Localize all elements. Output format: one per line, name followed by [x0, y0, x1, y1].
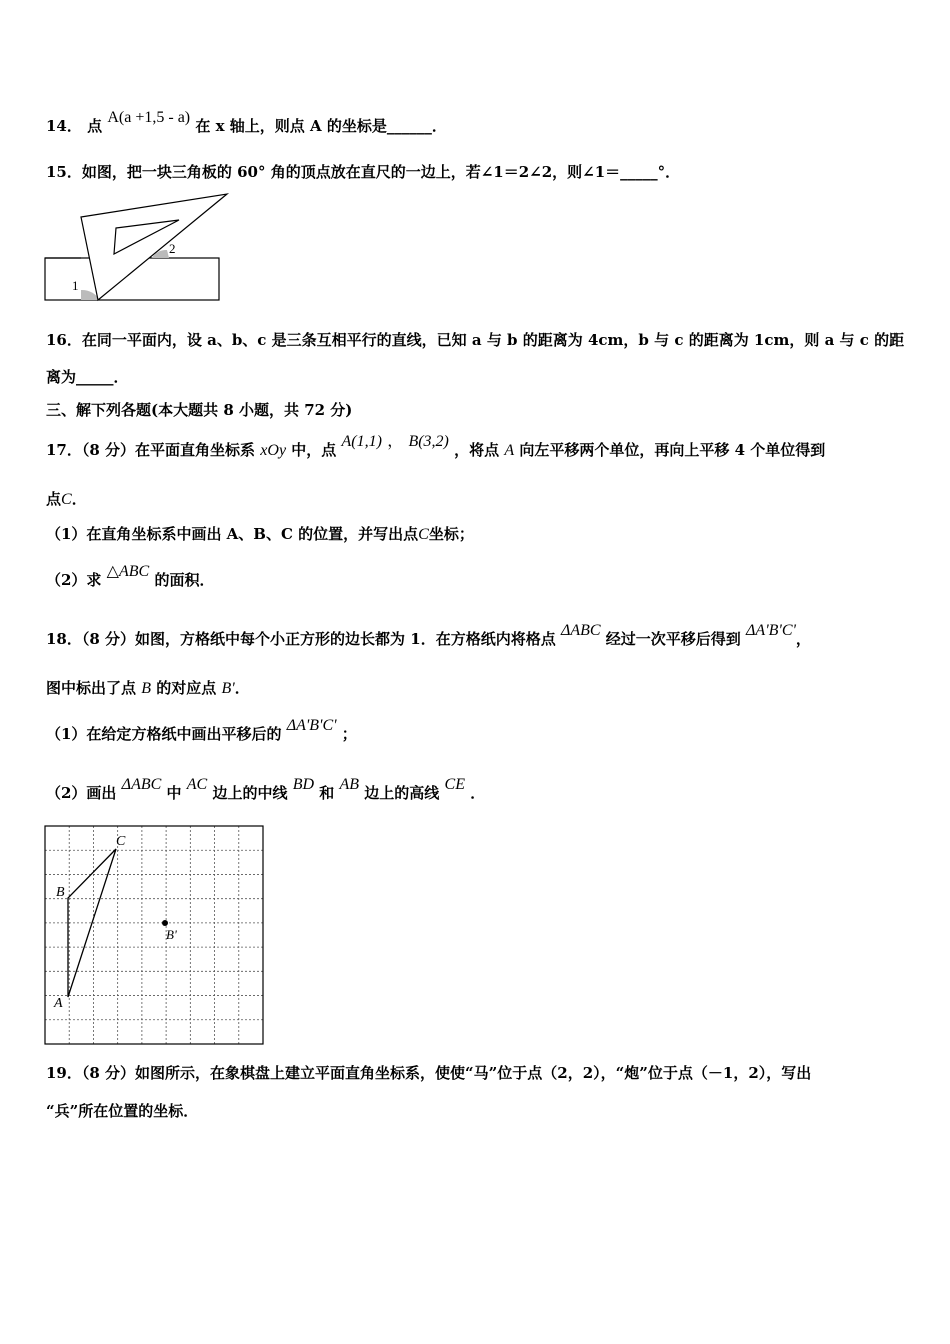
question-16-line-2: 离为_____．: [46, 368, 129, 386]
question-18-sub-2: （2）画出 ΔABC 中 AC 边上的中线 BD 和 AB 边上的高线 CE ．: [46, 776, 486, 802]
triangle-abc: [68, 849, 116, 997]
q14-post: 在 x 轴上，则点 A 的坐标是______．: [195, 117, 447, 135]
question-16-line-1: 16．在同一平面内，设 a、b、c 是三条互相平行的直线，已知 a 与 b 的距离为 4cm，b 与 c 的距离为 1cm，则 a 与 c 的距: [46, 331, 905, 349]
point-b-prime: [162, 920, 168, 926]
question-17-sub-2: （2）求 △ABC 的面积．: [46, 563, 215, 589]
label-c: C: [116, 834, 126, 849]
section-3-heading: 三、解下列各题(本大题共 8 小题，共 72 分): [46, 401, 353, 419]
angle-2-label: 2: [169, 241, 176, 256]
q17-point-b: B(3,2): [408, 433, 449, 450]
question-14: [46, 109, 447, 137]
grid-lines: [45, 826, 263, 1044]
question-19-line-2: “兵”所在位置的坐标．: [46, 1102, 199, 1120]
question-17-line-2: 点C．: [46, 490, 87, 508]
q15-ruler-triangle-figure: [44, 192, 230, 304]
q17-xoy: xOy: [260, 442, 287, 459]
angle-1-label: 1: [72, 278, 79, 293]
q14-pre: 点: [87, 117, 103, 135]
label-a: A: [54, 996, 63, 1011]
q17-point-a: A(1,1): [341, 433, 382, 450]
question-15: [46, 162, 680, 182]
q14-number: 14．: [46, 117, 82, 135]
grid-border: [45, 826, 263, 1044]
question-17-sub-1: （1）在直角坐标系中画出 A、B、C 的位置，并写出点C坐标；: [46, 525, 474, 543]
label-b: B: [56, 885, 65, 900]
q15-text: 15．如图，把一块三角板的 60° 角的顶点放在直尺的一边上，若∠1＝2∠2，则∠1＝_____°．: [46, 163, 681, 181]
question-18-sub-1: （1）在给定方格纸中画出平移后的 ΔA'B'C' ；: [46, 717, 357, 743]
question-19-line-1: 19．（8 分）如图所示，在象棋盘上建立平面直角坐标系，使使“马”位于点（2，2），“炮”位于点（－1，2），写出: [46, 1064, 812, 1082]
q14-point-expression: A(a +1,5 - a): [107, 109, 191, 126]
question-17-line-1: 17．（8 分）在平面直角坐标系 xOy 中，点 A(1,1) ， B(3,2) ，将点 A 向左平移两个单位，再向上平移 4 个单位得到: [46, 433, 826, 459]
q18-grid-figure: [44, 825, 266, 1047]
question-18-line-2: 图中标出了点 B 的对应点 B'．: [46, 679, 250, 697]
question-18-line-1: 18．（8 分）如图，方格纸中每个小正方形的边长都为 1．在方格纸内将格点 ΔABC 经过一次平移后得到 ΔA'B'C'，: [46, 622, 811, 648]
q17-triangle-abc: △ABC: [106, 563, 150, 580]
label-b-prime: B': [166, 927, 177, 942]
